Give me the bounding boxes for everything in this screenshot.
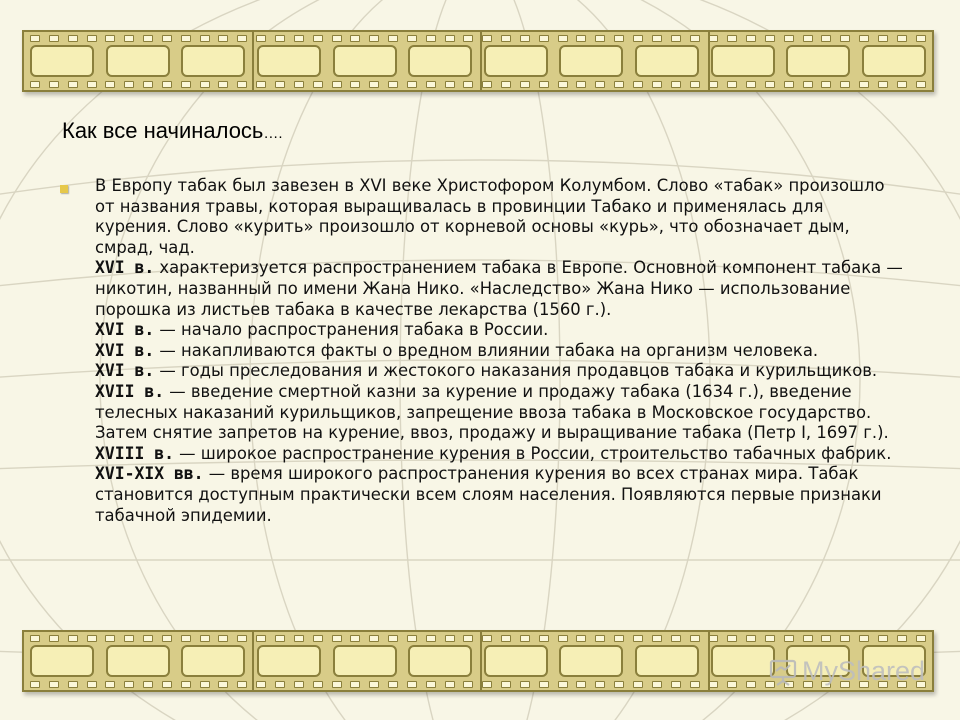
film-frame xyxy=(30,45,94,77)
film-section-divider xyxy=(252,32,254,90)
film-perforation xyxy=(690,635,700,642)
film-perforation xyxy=(426,35,436,42)
film-perforation xyxy=(200,35,210,42)
film-perforation xyxy=(294,681,304,688)
film-perforation xyxy=(313,35,323,42)
film-perforation xyxy=(482,35,492,42)
period-label: XVI-XIX вв. xyxy=(95,464,204,484)
film-perforation xyxy=(482,681,492,688)
film-frame xyxy=(635,45,699,77)
film-perforation xyxy=(652,681,662,688)
history-entry: XVII в. — введение смертной казни за курение и продажу табака (1634 г.), введение телесных наказаний курильщиков, запрещение ввоза табака в Московское государство. Затем снятие запретов на курение, ввоз, продажу и выращивание табака (Петр I, 1697 г.). xyxy=(95,381,889,443)
film-perforation xyxy=(558,681,568,688)
film-perforation xyxy=(746,35,756,42)
film-perforation xyxy=(49,681,59,688)
film-perforation xyxy=(482,635,492,642)
film-perforation xyxy=(313,635,323,642)
film-perforation xyxy=(30,35,40,42)
film-perforation xyxy=(501,635,511,642)
film-perforation xyxy=(727,635,737,642)
period-label: XVII в. xyxy=(95,381,165,401)
film-perforation xyxy=(746,635,756,642)
slide-title: Как все начиналось…. xyxy=(62,118,283,143)
film-perforation xyxy=(482,81,492,88)
film-perforation xyxy=(501,681,511,688)
film-frame xyxy=(862,45,926,77)
film-section-divider xyxy=(480,32,482,90)
film-perforation xyxy=(87,681,97,688)
film-perforation xyxy=(407,81,417,88)
film-perforation xyxy=(181,81,191,88)
period-label: XVI в. xyxy=(95,258,155,278)
film-frame xyxy=(786,45,850,77)
presentation-board-icon xyxy=(768,657,798,687)
film-perforation xyxy=(520,81,530,88)
myshared-watermark xyxy=(768,656,925,687)
film-perforation xyxy=(218,35,228,42)
film-perforation xyxy=(181,635,191,642)
film-perforation xyxy=(162,681,172,688)
film-perforation xyxy=(200,81,210,88)
history-entry: XVIII в. — широкое распространение курения в России, строительство табачных фабрик. xyxy=(95,443,892,463)
film-perforation xyxy=(30,635,40,642)
film-perforation xyxy=(746,681,756,688)
film-perforation xyxy=(388,35,398,42)
film-perforation xyxy=(388,681,398,688)
film-perforation xyxy=(576,681,586,688)
film-frame xyxy=(408,645,472,677)
film-perforation xyxy=(576,81,586,88)
film-perforation xyxy=(237,81,247,88)
history-entry: XVI в. характеризуется распространением табака в Европе. Основной компонент табака — никотин, названный по имени Жана Нико. «Наследство» Жана Нико — использование порошка из листьев табака в качестве лекарства (1560 г.). xyxy=(95,258,903,319)
film-perforation xyxy=(897,35,907,42)
film-frame xyxy=(106,645,170,677)
film-perforation xyxy=(671,35,681,42)
film-perforation xyxy=(859,635,869,642)
film-frame xyxy=(711,45,775,77)
film-perforation xyxy=(916,635,926,642)
film-frame xyxy=(257,645,321,677)
film-perforation xyxy=(369,35,379,42)
film-perforation xyxy=(463,35,473,42)
film-perforation xyxy=(350,635,360,642)
film-perforation xyxy=(256,81,266,88)
film-perforation xyxy=(539,35,549,42)
film-perforation xyxy=(671,681,681,688)
film-perforation xyxy=(576,635,586,642)
film-perforation xyxy=(859,35,869,42)
film-perforation xyxy=(463,635,473,642)
film-perforation xyxy=(445,81,455,88)
film-frame xyxy=(484,645,548,677)
filmstrip-frames xyxy=(30,45,926,79)
film-perforation xyxy=(30,681,40,688)
film-perforation xyxy=(426,81,436,88)
film-perforation xyxy=(784,35,794,42)
period-label: XVI в. xyxy=(95,340,155,360)
film-perforation xyxy=(445,635,455,642)
film-perforation xyxy=(727,35,737,42)
bullet-marker xyxy=(60,185,68,193)
film-frame xyxy=(106,45,170,77)
film-perforation xyxy=(162,635,172,642)
film-frame xyxy=(181,645,245,677)
film-perforation xyxy=(897,635,907,642)
film-perforation xyxy=(105,635,115,642)
film-perforation xyxy=(105,81,115,88)
film-perforation xyxy=(652,635,662,642)
film-perforation xyxy=(369,81,379,88)
film-perforation xyxy=(539,635,549,642)
film-perforation xyxy=(727,81,737,88)
film-perforation xyxy=(520,635,530,642)
film-perforation xyxy=(539,681,549,688)
film-perforation xyxy=(595,635,605,642)
film-perforation xyxy=(803,635,813,642)
film-perforation xyxy=(407,635,417,642)
film-perforation xyxy=(181,35,191,42)
film-perforation xyxy=(275,635,285,642)
film-perforation xyxy=(671,81,681,88)
film-perforation xyxy=(539,81,549,88)
film-perforation xyxy=(821,35,831,42)
filmstrip-perforations xyxy=(30,635,926,641)
film-perforation xyxy=(501,35,511,42)
film-frame xyxy=(408,45,472,77)
film-perforation xyxy=(916,81,926,88)
film-perforation xyxy=(821,81,831,88)
film-frame xyxy=(181,45,245,77)
film-frame xyxy=(30,645,94,677)
film-perforation xyxy=(614,81,624,88)
film-perforation xyxy=(350,81,360,88)
film-perforation xyxy=(332,635,342,642)
film-perforation xyxy=(690,681,700,688)
film-perforation xyxy=(237,35,247,42)
film-perforation xyxy=(463,681,473,688)
slide-body-text xyxy=(95,176,905,629)
film-perforation xyxy=(840,635,850,642)
film-frame xyxy=(635,645,699,677)
film-perforation xyxy=(162,35,172,42)
film-perforation xyxy=(388,81,398,88)
film-frame xyxy=(484,45,548,77)
film-perforation xyxy=(68,635,78,642)
film-perforation xyxy=(558,635,568,642)
film-perforation xyxy=(332,35,342,42)
film-perforation xyxy=(520,35,530,42)
film-perforation xyxy=(746,81,756,88)
film-perforation xyxy=(558,35,568,42)
film-frame xyxy=(333,45,397,77)
film-perforation xyxy=(49,635,59,642)
film-perforation xyxy=(143,81,153,88)
film-perforation xyxy=(256,35,266,42)
film-perforation xyxy=(671,635,681,642)
film-perforation xyxy=(218,681,228,688)
film-perforation xyxy=(294,635,304,642)
film-perforation xyxy=(897,81,907,88)
film-perforation xyxy=(916,35,926,42)
film-perforation xyxy=(633,81,643,88)
film-section-divider xyxy=(252,632,254,690)
film-perforation xyxy=(124,81,134,88)
filmstrip-perforations xyxy=(30,81,926,87)
history-entry: XVI в. — начало распространения табака в России. xyxy=(95,320,549,340)
film-perforation xyxy=(407,35,417,42)
film-perforation xyxy=(294,81,304,88)
film-perforation xyxy=(143,635,153,642)
film-perforation xyxy=(218,81,228,88)
film-perforation xyxy=(68,81,78,88)
film-perforation xyxy=(840,81,850,88)
film-frame xyxy=(333,645,397,677)
film-perforation xyxy=(821,635,831,642)
period-label: XVI в. xyxy=(95,361,155,381)
film-frame xyxy=(257,45,321,77)
film-frame xyxy=(711,645,775,677)
film-perforation xyxy=(143,35,153,42)
period-label: XVI в. xyxy=(95,320,155,340)
title-ellipsis: …. xyxy=(263,125,283,142)
film-perforation xyxy=(256,635,266,642)
film-perforation xyxy=(87,81,97,88)
film-perforation xyxy=(275,81,285,88)
film-perforation xyxy=(275,35,285,42)
film-perforation xyxy=(445,35,455,42)
film-perforation xyxy=(614,635,624,642)
film-perforation xyxy=(727,681,737,688)
film-perforation xyxy=(105,681,115,688)
film-perforation xyxy=(633,681,643,688)
film-perforation xyxy=(690,35,700,42)
film-perforation xyxy=(595,35,605,42)
film-perforation xyxy=(200,681,210,688)
film-perforation xyxy=(803,35,813,42)
film-perforation xyxy=(558,81,568,88)
film-perforation xyxy=(68,681,78,688)
history-entry: XVI в. — годы преследования и жестокого наказания продавцов табака и курильщиков. xyxy=(95,361,878,381)
film-perforation xyxy=(313,81,323,88)
film-perforation xyxy=(765,35,775,42)
film-frame xyxy=(559,45,623,77)
film-perforation xyxy=(614,35,624,42)
film-perforation xyxy=(200,635,210,642)
film-perforation xyxy=(332,81,342,88)
film-perforation xyxy=(124,35,134,42)
film-perforation xyxy=(124,681,134,688)
film-perforation xyxy=(30,81,40,88)
film-perforation xyxy=(765,635,775,642)
film-perforation xyxy=(237,635,247,642)
film-perforation xyxy=(463,81,473,88)
film-perforation xyxy=(859,81,869,88)
film-perforation xyxy=(878,635,888,642)
film-perforation xyxy=(633,35,643,42)
film-perforation xyxy=(576,35,586,42)
film-perforation xyxy=(237,681,247,688)
history-entry: XVI-XIX вв. — время широкого распространения курения во всех странах мира. Табак становится доступным практически всем слоям населения. Появляются первые признаки табачной эпидемии. xyxy=(95,464,882,525)
film-perforation xyxy=(87,35,97,42)
watermark-text: MyShared xyxy=(802,656,926,686)
period-label: XVIII в. xyxy=(95,443,174,463)
film-perforation xyxy=(445,681,455,688)
film-perforation xyxy=(124,635,134,642)
film-perforation xyxy=(49,81,59,88)
film-perforation xyxy=(275,681,285,688)
film-perforation xyxy=(784,81,794,88)
film-perforation xyxy=(68,35,78,42)
film-perforation xyxy=(803,81,813,88)
film-perforation xyxy=(426,635,436,642)
film-perforation xyxy=(652,35,662,42)
film-perforation xyxy=(614,681,624,688)
film-section-divider xyxy=(708,32,710,90)
film-perforation xyxy=(633,635,643,642)
filmstrip-top xyxy=(22,30,934,92)
film-perforation xyxy=(87,635,97,642)
film-perforation xyxy=(878,35,888,42)
film-perforation xyxy=(840,35,850,42)
film-perforation xyxy=(501,81,511,88)
film-perforation xyxy=(162,81,172,88)
film-perforation xyxy=(313,681,323,688)
film-perforation xyxy=(652,81,662,88)
film-perforation xyxy=(784,635,794,642)
film-perforation xyxy=(369,681,379,688)
film-perforation xyxy=(690,81,700,88)
filmstrip-perforations xyxy=(30,35,926,41)
film-perforation xyxy=(332,681,342,688)
film-section-divider xyxy=(480,632,482,690)
film-perforation xyxy=(143,681,153,688)
film-perforation xyxy=(369,635,379,642)
film-perforation xyxy=(218,635,228,642)
film-perforation xyxy=(426,681,436,688)
film-perforation xyxy=(520,681,530,688)
film-perforation xyxy=(765,81,775,88)
film-perforation xyxy=(294,35,304,42)
film-perforation xyxy=(878,81,888,88)
film-perforation xyxy=(407,681,417,688)
film-perforation xyxy=(256,681,266,688)
intro-paragraph: В Европу табак был завезен в XVI веке Христофором Колумбом. Слово «табак» произошло от названия травы, которая выращивалась в провинции Табако и применялась для курения. Слово «курить» произошло от корневой основы «курь», что обозначает дым, смрад, чад. xyxy=(95,176,885,257)
film-frame xyxy=(559,645,623,677)
film-perforation xyxy=(595,681,605,688)
film-perforation xyxy=(595,81,605,88)
film-perforation xyxy=(350,681,360,688)
film-section-divider xyxy=(708,632,710,690)
film-perforation xyxy=(388,635,398,642)
film-perforation xyxy=(105,35,115,42)
film-perforation xyxy=(49,35,59,42)
history-entry: XVI в. — накапливаются факты о вредном влиянии табака на организм человека. xyxy=(95,340,819,360)
film-perforation xyxy=(181,681,191,688)
film-perforation xyxy=(350,35,360,42)
